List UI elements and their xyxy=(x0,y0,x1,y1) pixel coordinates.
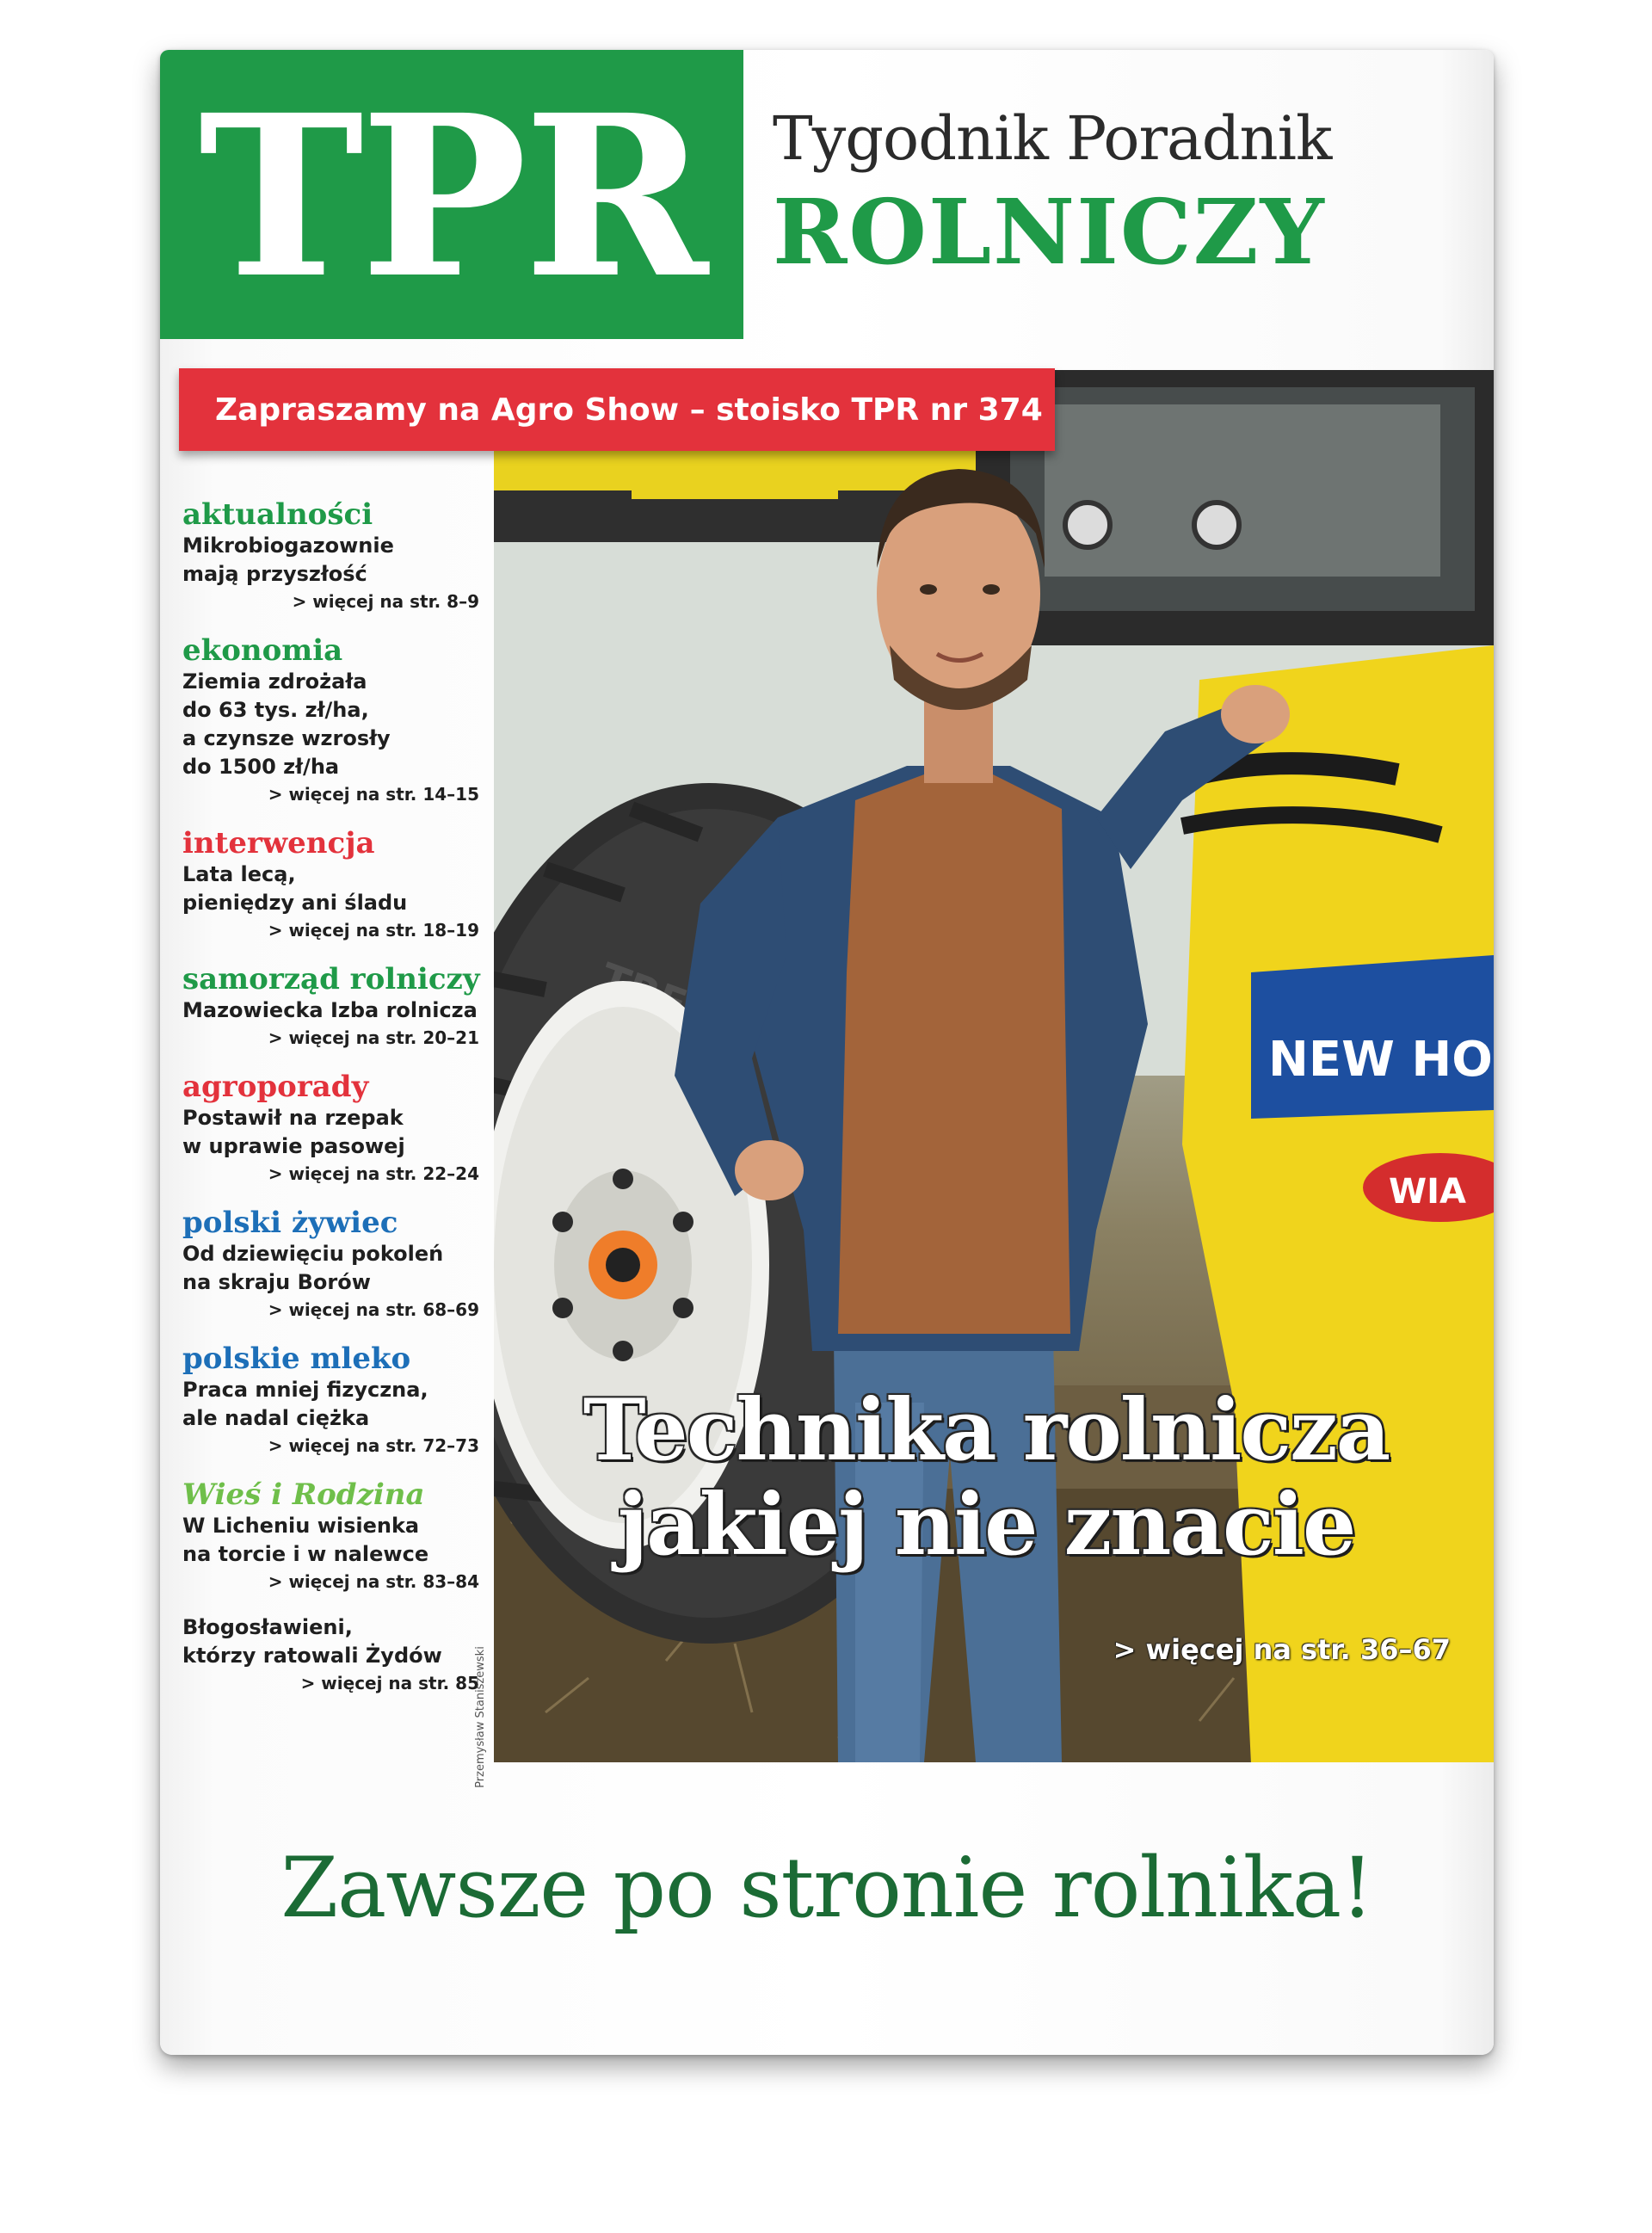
machine-badge-text: WIA xyxy=(1389,1172,1466,1212)
toc-page-ref: > więcej na str. 83–84 xyxy=(268,1571,479,1592)
toc-page-ref: > więcej na str. 22–24 xyxy=(268,1163,479,1184)
toc-category: interwencja xyxy=(182,826,375,861)
toc-title: Błogosławieni, którzy ratowali Żydów xyxy=(182,1615,442,1668)
toc-title: Lata lecą, pieniędzy ani śladu xyxy=(182,862,408,915)
toc-category: polskie mleko xyxy=(182,1342,411,1376)
headline-page-ref: > więcej na str. 36–67 xyxy=(1113,1633,1451,1666)
toc-category: agroporady xyxy=(182,1070,369,1104)
toc-page-ref: > więcej na str. 68–69 xyxy=(268,1299,479,1320)
toc-page-ref: > więcej na str. 8–9 xyxy=(292,591,479,612)
masthead-subtitle: Tygodnik Poradnik xyxy=(773,103,1332,174)
masthead-logo-block xyxy=(160,50,743,339)
toc-category: polski żywiec xyxy=(182,1206,398,1240)
toc-section xyxy=(182,1070,479,1187)
magazine-cover xyxy=(160,50,1494,2055)
toc-title: Ziemia zdrożała do 63 tys. zł/ha, a czynsze wzrosły do 1500 zł/ha xyxy=(182,669,391,779)
headline-line-2: jakiej nie znacie xyxy=(617,1476,1355,1575)
toc-page-ref: > więcej na str. 20–21 xyxy=(268,1027,479,1048)
toc-title: Od dziewięciu pokoleń na skraju Borów xyxy=(182,1242,444,1294)
toc-page-ref: > więcej na str. 14–15 xyxy=(268,784,479,805)
toc-section xyxy=(182,633,479,807)
toc-category: samorząd rolniczy xyxy=(182,962,480,996)
toc-page-ref: > więcej na str. 85 xyxy=(300,1673,479,1693)
photo-credit xyxy=(472,1645,489,1788)
headline-line-1: Technika rolnicza xyxy=(583,1381,1390,1480)
photo-credit-text: Przemysław Staniszewski xyxy=(473,1645,487,1788)
machine-brand-text: NEW HO xyxy=(1268,1032,1493,1088)
toc-section xyxy=(182,1613,479,1696)
toc-title: Postawił na rzepak w uprawie pasowej xyxy=(182,1106,405,1158)
toc-section xyxy=(182,962,479,1051)
toc-category: Wieś i Rodzina xyxy=(182,1477,425,1512)
toc-category: ekonomia xyxy=(182,633,343,668)
toc-title: W Licheniu wisienka na torcie i w nalewce xyxy=(182,1514,429,1566)
promo-banner: Zapraszamy na Agro Show – stoisko TPR nr 374 xyxy=(179,368,1055,451)
table-of-contents xyxy=(182,497,479,1715)
toc-page-ref: > więcej na str. 72–73 xyxy=(268,1435,479,1456)
logo: TPR xyxy=(198,66,706,327)
toc-title: Praca mniej fizyczna, ale nadal ciężka xyxy=(182,1378,428,1430)
toc-section xyxy=(182,1342,479,1459)
slogan: Zawsze po stronie rolnika! xyxy=(280,1840,1373,1936)
toc-section xyxy=(182,1477,479,1595)
toc-section xyxy=(182,1206,479,1323)
toc-page-ref: > więcej na str. 18–19 xyxy=(268,920,479,941)
toc-category: aktualności xyxy=(182,497,373,532)
toc-section xyxy=(182,826,479,943)
toc-title: Mikrobiogazownie mają przyszłość xyxy=(182,534,394,586)
toc-title: Mazowiecka Izba rolnicza xyxy=(182,998,478,1022)
cover-headline xyxy=(504,1381,1468,1575)
masthead-title: ROLNICZY xyxy=(773,179,1326,285)
toc-section xyxy=(182,497,479,614)
